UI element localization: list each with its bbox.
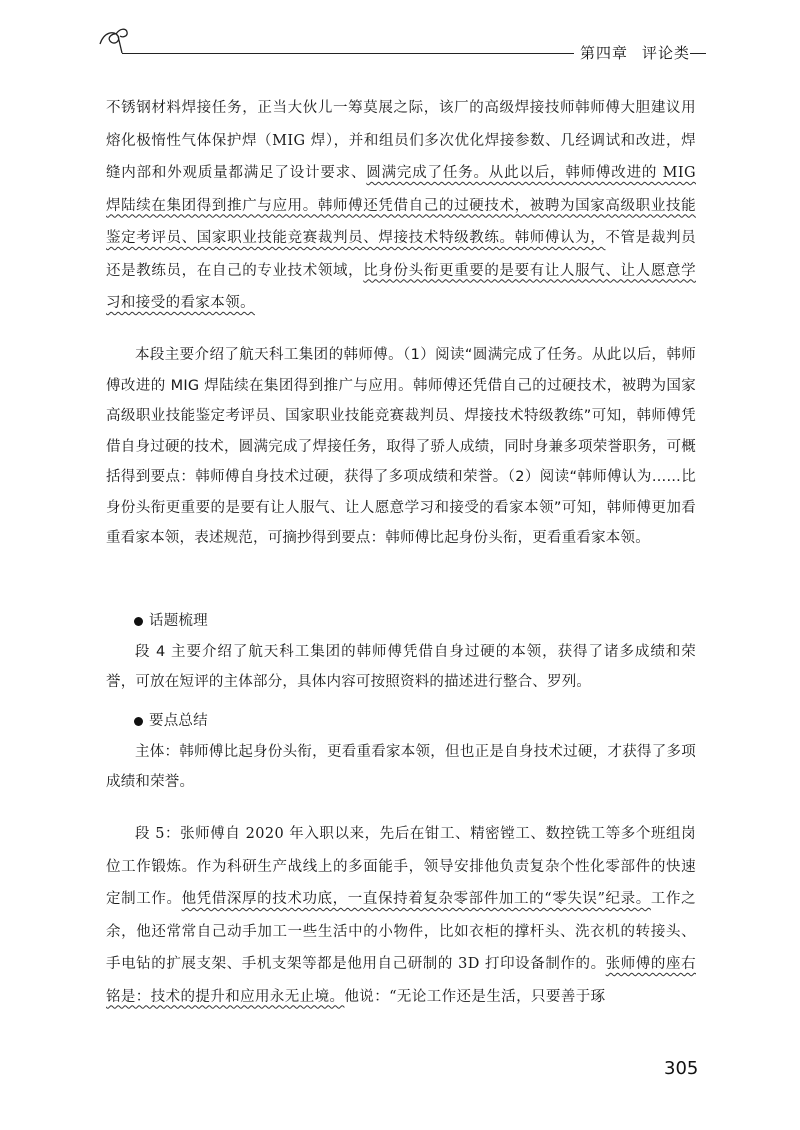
para5-underlined-1: 他凭借深厚的技术功底，一直保持着复杂零部件加工的“零失误”纪录。 (181, 891, 651, 907)
section-label: 评论类 (642, 44, 691, 62)
para4-underlined-1: 圆满完成了任务。从此以后，韩师傅改进的 MIG 焊陆续在集团得到推广与应用。韩师傅还凭借自己的过硬技术，被聘为国家高级职业技能鉴定考评员、国家职业技能竞赛裁判员、焊接技术特级教练。韩师傅认为， (106, 165, 696, 246)
summary-text: 主体：韩师傅比起身份头衔，更看重看家本领，但也正是自身技术过硬，才获得了多项成绩和荣誉。 (106, 743, 696, 790)
header-rule-right (690, 53, 706, 54)
para4-underlined-2: 比身份头衔更重要的是要有让人服气、让人愿意学习和接受的看家本领。 (106, 262, 696, 311)
source-paragraph-4 (106, 92, 696, 320)
para4-text-2: 不管是裁判员还是教练员，在自己的专业技术领域， (106, 230, 696, 279)
bullet-dot-icon (134, 717, 143, 726)
topic-text: 段 4 主要介绍了航天科工集团的韩师傅凭借自身过硬的本领，获得了诸多成绩和荣誉，可放在短评的主体部分，具体内容可按照资料的描述进行整合、罗列。 (106, 643, 696, 690)
para5-text-2: 工作之余，他还常常自己动手加工一些生活中的小物件，比如衣柜的撑杆头、洗衣机的转接头、手电钻的扩展支架、手机支架等都是他用自己研制的 3D 打印设备制作的。 (106, 891, 697, 972)
header-rule (122, 53, 574, 54)
analysis-paragraph (106, 340, 696, 554)
topic-heading-text: 话题梳理 (149, 613, 208, 629)
analysis-text: 本段主要介绍了航天科工集团的韩师傅。（1）阅读“圆满完成了任务。从此以后，韩师傅改进的 MIG 焊陆续在集团得到推广与应用。韩师傅还凭借自己的过硬技术，被聘为国家高级职业技能鉴定考评员、国家职业技能竞赛裁判员、焊接技术特级教练”可知，韩师傅凭借自身过硬的技术，圆满完成了焊接任务，取得了骄人成绩，同时身兼多项荣誉职务，可概括得到要点：韩师傅自身技术过硬，获得了多项成绩和荣誉。（2）阅读“韩师傅认为……比身份头衔更重要的是要有让人服气、让人愿意学习和接受的看家本领”可知，韩师傅更加看重看家本领，表述规范，可摘抄得到要点：韩师傅比起身份头衔，更看重看家本领。 (106, 347, 696, 546)
running-header (580, 42, 690, 63)
para4-text-1: 不锈钢材料焊接任务，正当大伙儿一筹莫展之际，该厂的高级焊接技师韩师傅大胆建议用熔化极惰性气体保护焊（MIG 焊），并和组员们多次优化焊接参数、几经调试和改进，焊缝内部和外观质量都满足了设计要求、 (106, 100, 696, 181)
source-paragraph-5 (106, 818, 696, 1013)
topic-heading (106, 606, 696, 637)
para5-text-1: 段 5：张师傅自 2020 年入职以来，先后在钳工、精密镗工、数控铣工等多个班组岗位工作锻炼。作为科研生产战线上的多面能手，领导安排他负责复杂个性化零部件的快速定制工作。 (106, 826, 696, 907)
leaf-ornament-icon (96, 22, 130, 56)
summary-heading-text: 要点总结 (149, 713, 208, 729)
summary-section (106, 706, 696, 798)
summary-heading (106, 706, 696, 737)
bullet-dot-icon (134, 617, 143, 626)
chapter-label: 第四章 (580, 44, 629, 62)
topic-section (106, 606, 696, 698)
page-number: 305 (664, 1058, 699, 1079)
para5-text-3: 他说：“无论工作还是生活，只要善于琢 (344, 988, 606, 1005)
para5-underlined-2: 张师傅的座右铭是：技术的提升和应用永无止境。 (106, 956, 696, 1005)
